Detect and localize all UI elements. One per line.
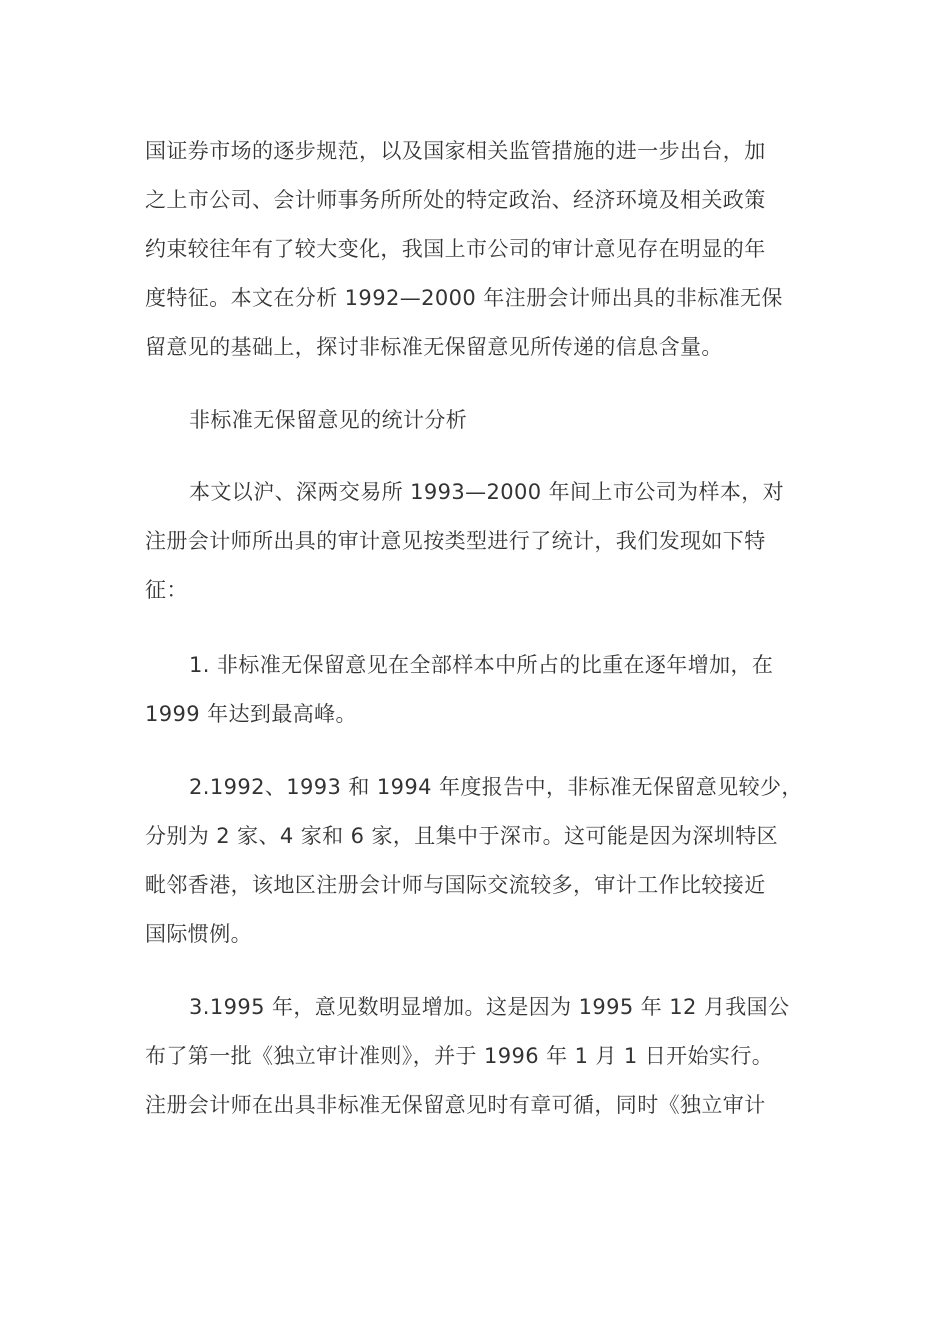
text-line: 本文以沪、深两交易所 1993—2000 年间上市公司为样本，对 xyxy=(189,480,785,504)
section-heading xyxy=(145,396,820,445)
text-line: 之上市公司、会计师事务所所处的特定政治、经济环境及相关政策 xyxy=(145,188,766,212)
text-line: 注册会计师所出具的审计意见按类型进行了统计，我们发现如下特 xyxy=(145,529,766,553)
intro-paragraph xyxy=(145,127,820,372)
text-line: 布了第一批《独立审计准则》，并于 1996 年 1 月 1 日开始实行。 xyxy=(145,1044,774,1068)
finding-3-paragraph xyxy=(145,983,820,1130)
text-line: 国际惯例。 xyxy=(145,922,252,946)
text-line: 约束较往年有了较大变化，我国上市公司的审计意见存在明显的年 xyxy=(145,237,766,261)
text-line: 2.1992、1993 和 1994 年度报告中，非标准无保留意见较少， xyxy=(189,775,803,799)
text-line: 度特征。本文在分析 1992—2000 年注册会计师出具的非标准无保 xyxy=(145,286,783,310)
text-line: 征： xyxy=(145,578,188,602)
finding-2-paragraph xyxy=(145,763,820,959)
text-line: 1999 年达到最高峰。 xyxy=(145,702,357,726)
text-line: 分别为 2 家、4 家和 6 家，且集中于深市。这可能是因为深圳特区 xyxy=(145,824,779,848)
finding-1-paragraph xyxy=(145,641,820,739)
text-line: 非标准无保留意见的统计分析 xyxy=(189,408,468,432)
sample-paragraph xyxy=(145,468,820,615)
text-line: 留意见的基础上，探讨非标准无保留意见所传递的信息含量。 xyxy=(145,335,723,359)
text-line: 注册会计师在出具非标准无保留意见时有章可循，同时《独立审计 xyxy=(145,1093,766,1117)
text-line: 3.1995 年，意见数明显增加。这是因为 1995 年 12 月我国公 xyxy=(189,995,790,1019)
text-line: 毗邻香港，该地区注册会计师与国际交流较多，审计工作比较接近 xyxy=(145,873,766,897)
text-line: 1. 非标准无保留意见在全部样本中所占的比重在逐年增加，在 xyxy=(189,653,774,677)
text-line: 国证券市场的逐步规范，以及国家相关监管措施的进一步出台，加 xyxy=(145,139,766,163)
